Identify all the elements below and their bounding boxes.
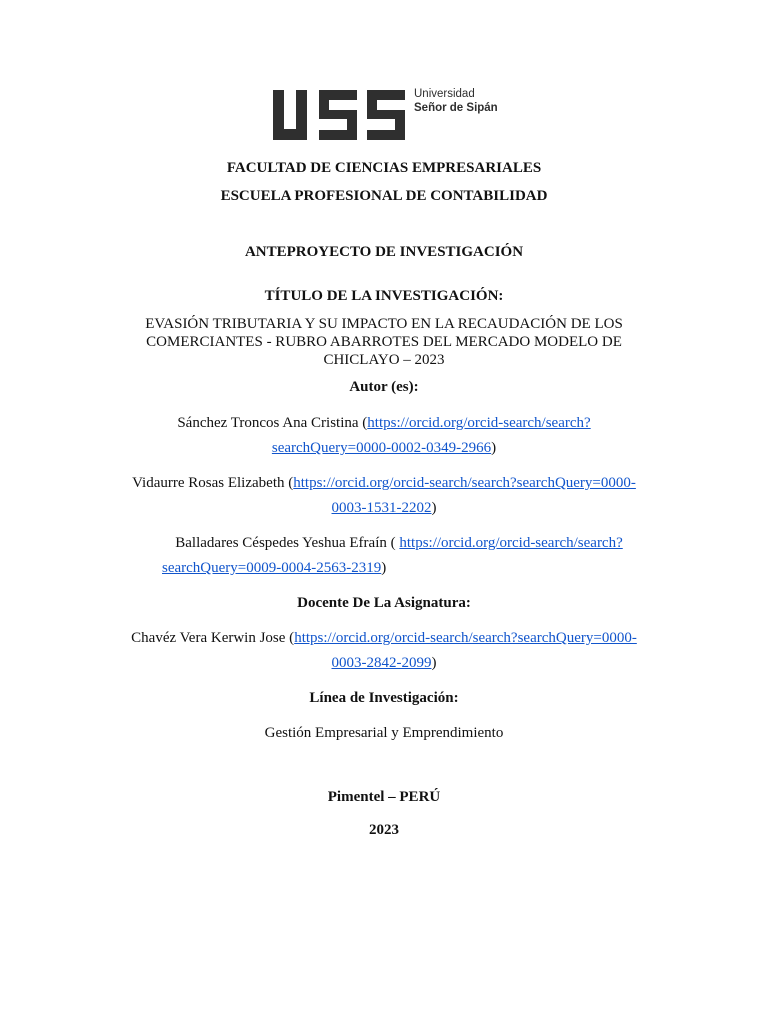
orcid-link[interactable]: 0003-1531-2202 (331, 500, 432, 516)
orcid-link[interactable]: 0003-2842-2099 (331, 655, 432, 671)
paren: ) (431, 500, 437, 516)
title-line: CHICLAYO – 2023 (323, 352, 445, 368)
orcid-link[interactable]: https://orcid.org/orcid-search/search? (367, 415, 591, 431)
uss-logo-icon (271, 88, 407, 144)
teacher-entry-cont (90, 654, 678, 672)
teacher-entry (90, 629, 678, 647)
school-heading: ESCUELA PROFESIONAL DE CONTABILIDAD (220, 188, 548, 204)
research-line-label: Línea de Investigación: (309, 690, 459, 706)
author-name: Vidaurre Rosas Elizabeth ( (132, 475, 294, 491)
orcid-link[interactable]: searchQuery=0009-0004-2563-2319 (162, 560, 382, 576)
research-title (90, 315, 678, 369)
document-type: ANTEPROYECTO DE INVESTIGACIÓN (244, 244, 524, 260)
year: 2023 (369, 822, 399, 838)
research-line-value: Gestión Empresarial y Emprendimiento (264, 725, 504, 741)
author-entry-cont (90, 499, 678, 517)
place: Pimentel – PERÚ (327, 789, 441, 805)
logo-university-name: Señor de Sipán (414, 102, 498, 114)
authors-label: Autor (es): (349, 379, 419, 395)
author-name: Balladares Céspedes Yeshua Efraín ( (175, 535, 400, 551)
orcid-link[interactable]: https://orcid.org/orcid-search/search?searchQuery=0000- (293, 475, 636, 491)
title-line: COMERCIANTES - RUBRO ABARROTES DEL MERCADO MODELO DE (146, 334, 622, 350)
teacher-name: Chavéz Vera Kerwin Jose ( (131, 630, 295, 646)
teacher-label: Docente De La Asignatura: (297, 595, 471, 611)
title-line: EVASIÓN TRIBUTARIA Y SU IMPACTO EN LA RECAUDACIÓN DE LOS (145, 316, 623, 332)
paren: ) (431, 655, 437, 671)
orcid-link[interactable]: https://orcid.org/orcid-search/search?searchQuery=0000- (294, 630, 637, 646)
author-entry (105, 534, 693, 552)
author-name: Sánchez Troncos Ana Cristina ( (177, 415, 368, 431)
logo-university-word: Universidad (414, 88, 475, 100)
author-entry (90, 474, 678, 492)
author-entry (90, 414, 678, 432)
paren: ) (491, 440, 497, 456)
university-logo (271, 88, 507, 144)
author-entry-cont (162, 559, 386, 577)
paren: ) (381, 560, 387, 576)
title-label: TÍTULO DE LA INVESTIGACIÓN: (264, 288, 504, 304)
orcid-link[interactable]: searchQuery=0000-0002-0349-2966 (271, 440, 492, 456)
author-entry-cont (90, 439, 678, 457)
faculty-heading: FACULTAD DE CIENCIAS EMPRESARIALES (226, 160, 542, 176)
orcid-link[interactable]: https://orcid.org/orcid-search/search? (399, 535, 623, 551)
